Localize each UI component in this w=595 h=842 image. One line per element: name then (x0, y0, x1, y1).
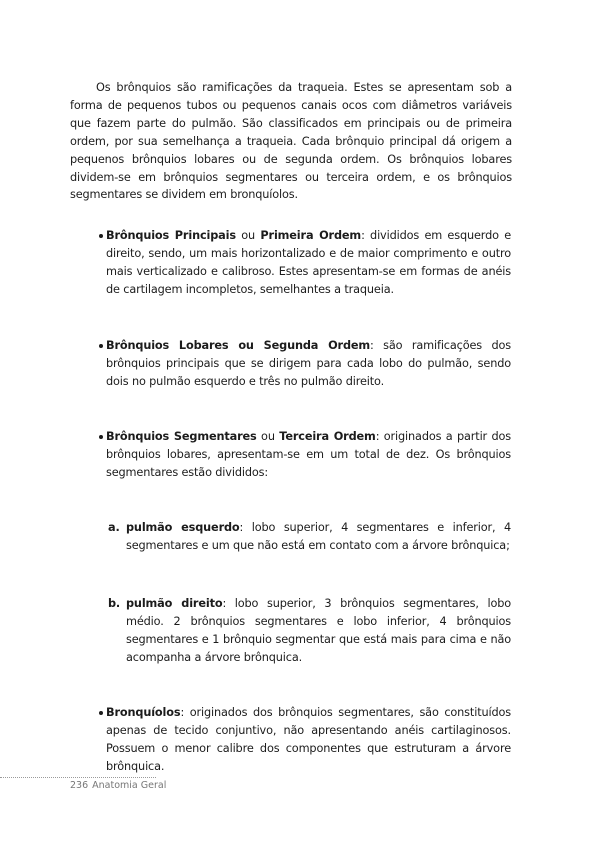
page-footer (70, 780, 166, 791)
bullet-icon (99, 435, 103, 439)
bullet-item-bronquios-principais (106, 227, 511, 299)
book-title: Anatomia Geral (92, 780, 167, 791)
definition: : originados a partir dos brônquios lobares, apresentam-se em um total de dez. Os brônquios segmentares estão divididos: (106, 430, 512, 479)
sub-item-pulmao-direito (108, 595, 511, 667)
bullet-icon (99, 711, 103, 715)
definition: : lobo superior, 4 segmentares e inferior, 4 segmentares e um que não está em contato com a árvore brônquica; (126, 521, 512, 552)
bullet-item-bronquios-lobares (106, 337, 511, 391)
term-joiner: ou (235, 229, 261, 242)
list-marker: b. (108, 597, 121, 610)
definition: : lobo superior, 3 brônquios segmentares, lobo médio. 2 brônquios segmentares e lobo inferior, 4 brônquios segmentares e 1 brônquio segmentar que está mais para cima e não acompanha a árvore brônquica. (126, 597, 511, 664)
term: pulmão esquerdo (126, 521, 240, 534)
sub-item-pulmao-esquerdo (108, 519, 512, 555)
term-joiner: ou (256, 430, 280, 443)
footer-divider (0, 777, 156, 778)
bullet-icon (99, 344, 103, 348)
bullet-item-bronquios-segmentares (106, 428, 511, 482)
term-secondary: Primeira Ordem (260, 229, 362, 242)
term: Brônquios Lobares ou Segunda Ordem (106, 339, 371, 352)
term: Brônquios Segmentares (106, 430, 257, 443)
term: Bronquíolos (106, 706, 181, 719)
intro-paragraph: Os brônquios são ramificações da traqueia. Estes se apresentam sob a forma de pequenos tubos ou pequenos canais ocos com diâmetros variáveis que fazem parte do pulmão. São classificados em principais ou de primeira ordem, por sua semelhança a traqueia. Cada brônquio principal dá origem a pequenos brônquios lobares ou de segunda ordem. Os brônquios lobares dividem-se em brônquios segmentares ou terceira ordem, e os brônquios segmentares se dividem em bronquíolos. (70, 81, 512, 202)
term: pulmão direito (126, 597, 223, 610)
definition: : são ramificações dos brônquios principais que se dirigem para cada lobo do pulmão, sendo dois no pulmão esquerdo e três no pulmão direito. (106, 339, 511, 388)
definition: : originados dos brônquios segmentares, são constituídos apenas de tecido conjuntivo, não apresentando anéis cartilaginosos. Possuem o menor calibre dos componentes que estruturam a árvore brônquica. (106, 706, 511, 773)
bullet-icon (99, 234, 103, 238)
page-number: 236 (70, 780, 89, 791)
term: Brônquios Principais (106, 229, 236, 242)
list-marker: a. (108, 521, 120, 534)
bullet-item-bronquiolos (106, 704, 511, 776)
term-secondary: Terceira Ordem (279, 430, 376, 443)
definition: : divididos em esquerdo e direito, sendo, um mais horizontalizado e de maior comprimento e outro mais verticalizado e calibroso. Estes apresentam-se em formas de anéis de cartilagem incompletos, semelhantes a traqueia. (106, 229, 512, 296)
